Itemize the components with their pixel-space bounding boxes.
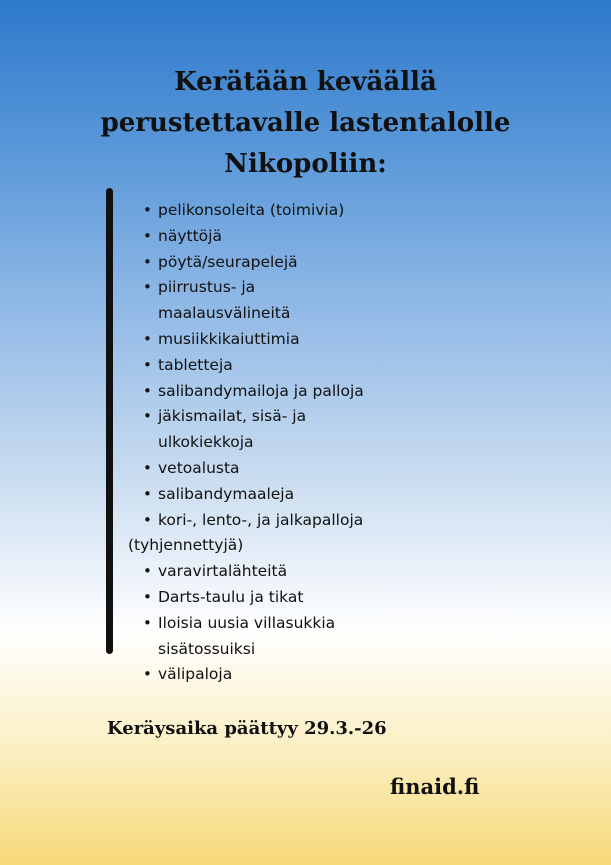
bullet-icon: • <box>143 226 152 245</box>
list-item-continuation <box>0 301 611 327</box>
list-item-text: salibandymailoja ja palloja <box>158 381 364 400</box>
bullet-icon: • <box>143 329 152 348</box>
list-item-text: vetoalusta <box>158 458 240 477</box>
list-item-text: näyttöjä <box>158 226 222 245</box>
list-item-continuation <box>0 533 611 559</box>
bullet-icon: • <box>143 252 152 271</box>
list-item-continuation <box>0 637 611 663</box>
list-item <box>0 508 611 534</box>
bullet-icon: • <box>143 587 152 606</box>
list-item <box>0 662 611 688</box>
list-item-text: pelikonsoleita (toimivia) <box>158 201 345 219</box>
bullet-icon: • <box>143 484 152 503</box>
list-item-text: varavirtalähteitä <box>158 562 288 581</box>
list-item <box>0 559 611 585</box>
bullet-icon: • <box>143 381 152 400</box>
bullet-icon: • <box>143 613 152 632</box>
website-address: finaid.fi <box>390 774 480 799</box>
list-item-text: sisätossuiksi <box>158 639 256 658</box>
list-item-text: pöytä/seurapelejä <box>158 252 298 271</box>
list-item-text: (tyhjennettyjä) <box>128 536 244 555</box>
list-item-text: piirrustus- ja <box>158 278 256 297</box>
bullet-icon: • <box>143 458 152 477</box>
title-line-2: perustettavalle lastentalolle <box>100 108 511 138</box>
list-item-text: maalausvälineitä <box>158 304 291 323</box>
list-item-text: Iloisia uusia villasukkia <box>158 613 336 632</box>
donation-items-list <box>0 198 611 688</box>
list-item-text: välipaloja <box>158 665 233 684</box>
list-item-text: jäkismailat, sisä- ja <box>158 407 307 426</box>
poster-title <box>0 62 611 185</box>
list-item <box>0 198 611 224</box>
title-line-1: Kerätään keväällä <box>174 67 437 97</box>
list-item <box>0 353 611 379</box>
list-item <box>0 456 611 482</box>
bullet-icon: • <box>143 510 152 529</box>
collection-deadline: Keräysaika päättyy 29.3.-26 <box>107 718 387 739</box>
bullet-icon: • <box>143 278 152 297</box>
list-item <box>0 404 611 430</box>
list-item <box>0 275 611 301</box>
bullet-icon: • <box>143 355 152 374</box>
list-item <box>0 327 611 353</box>
list-item-continuation <box>0 430 611 456</box>
bullet-icon: • <box>143 562 152 581</box>
bullet-icon: • <box>143 201 152 219</box>
list-item <box>0 224 611 250</box>
list-item-text: Darts-taulu ja tikat <box>158 587 304 606</box>
list-item <box>0 250 611 276</box>
list-item <box>0 585 611 611</box>
bullet-icon: • <box>143 665 152 684</box>
list-item-text: tabletteja <box>158 355 233 374</box>
list-item <box>0 379 611 405</box>
list-item <box>0 611 611 637</box>
bullet-icon: • <box>143 407 152 426</box>
list-item <box>0 482 611 508</box>
list-item-text: ulkokiekkoja <box>158 433 254 452</box>
list-item-text: kori-, lento-, ja jalkapalloja <box>158 510 364 529</box>
list-item-text: salibandymaaleja <box>158 484 295 503</box>
title-line-3: Nikopoliin: <box>224 149 387 179</box>
list-item-text: musiikkikaiuttimia <box>158 329 300 348</box>
